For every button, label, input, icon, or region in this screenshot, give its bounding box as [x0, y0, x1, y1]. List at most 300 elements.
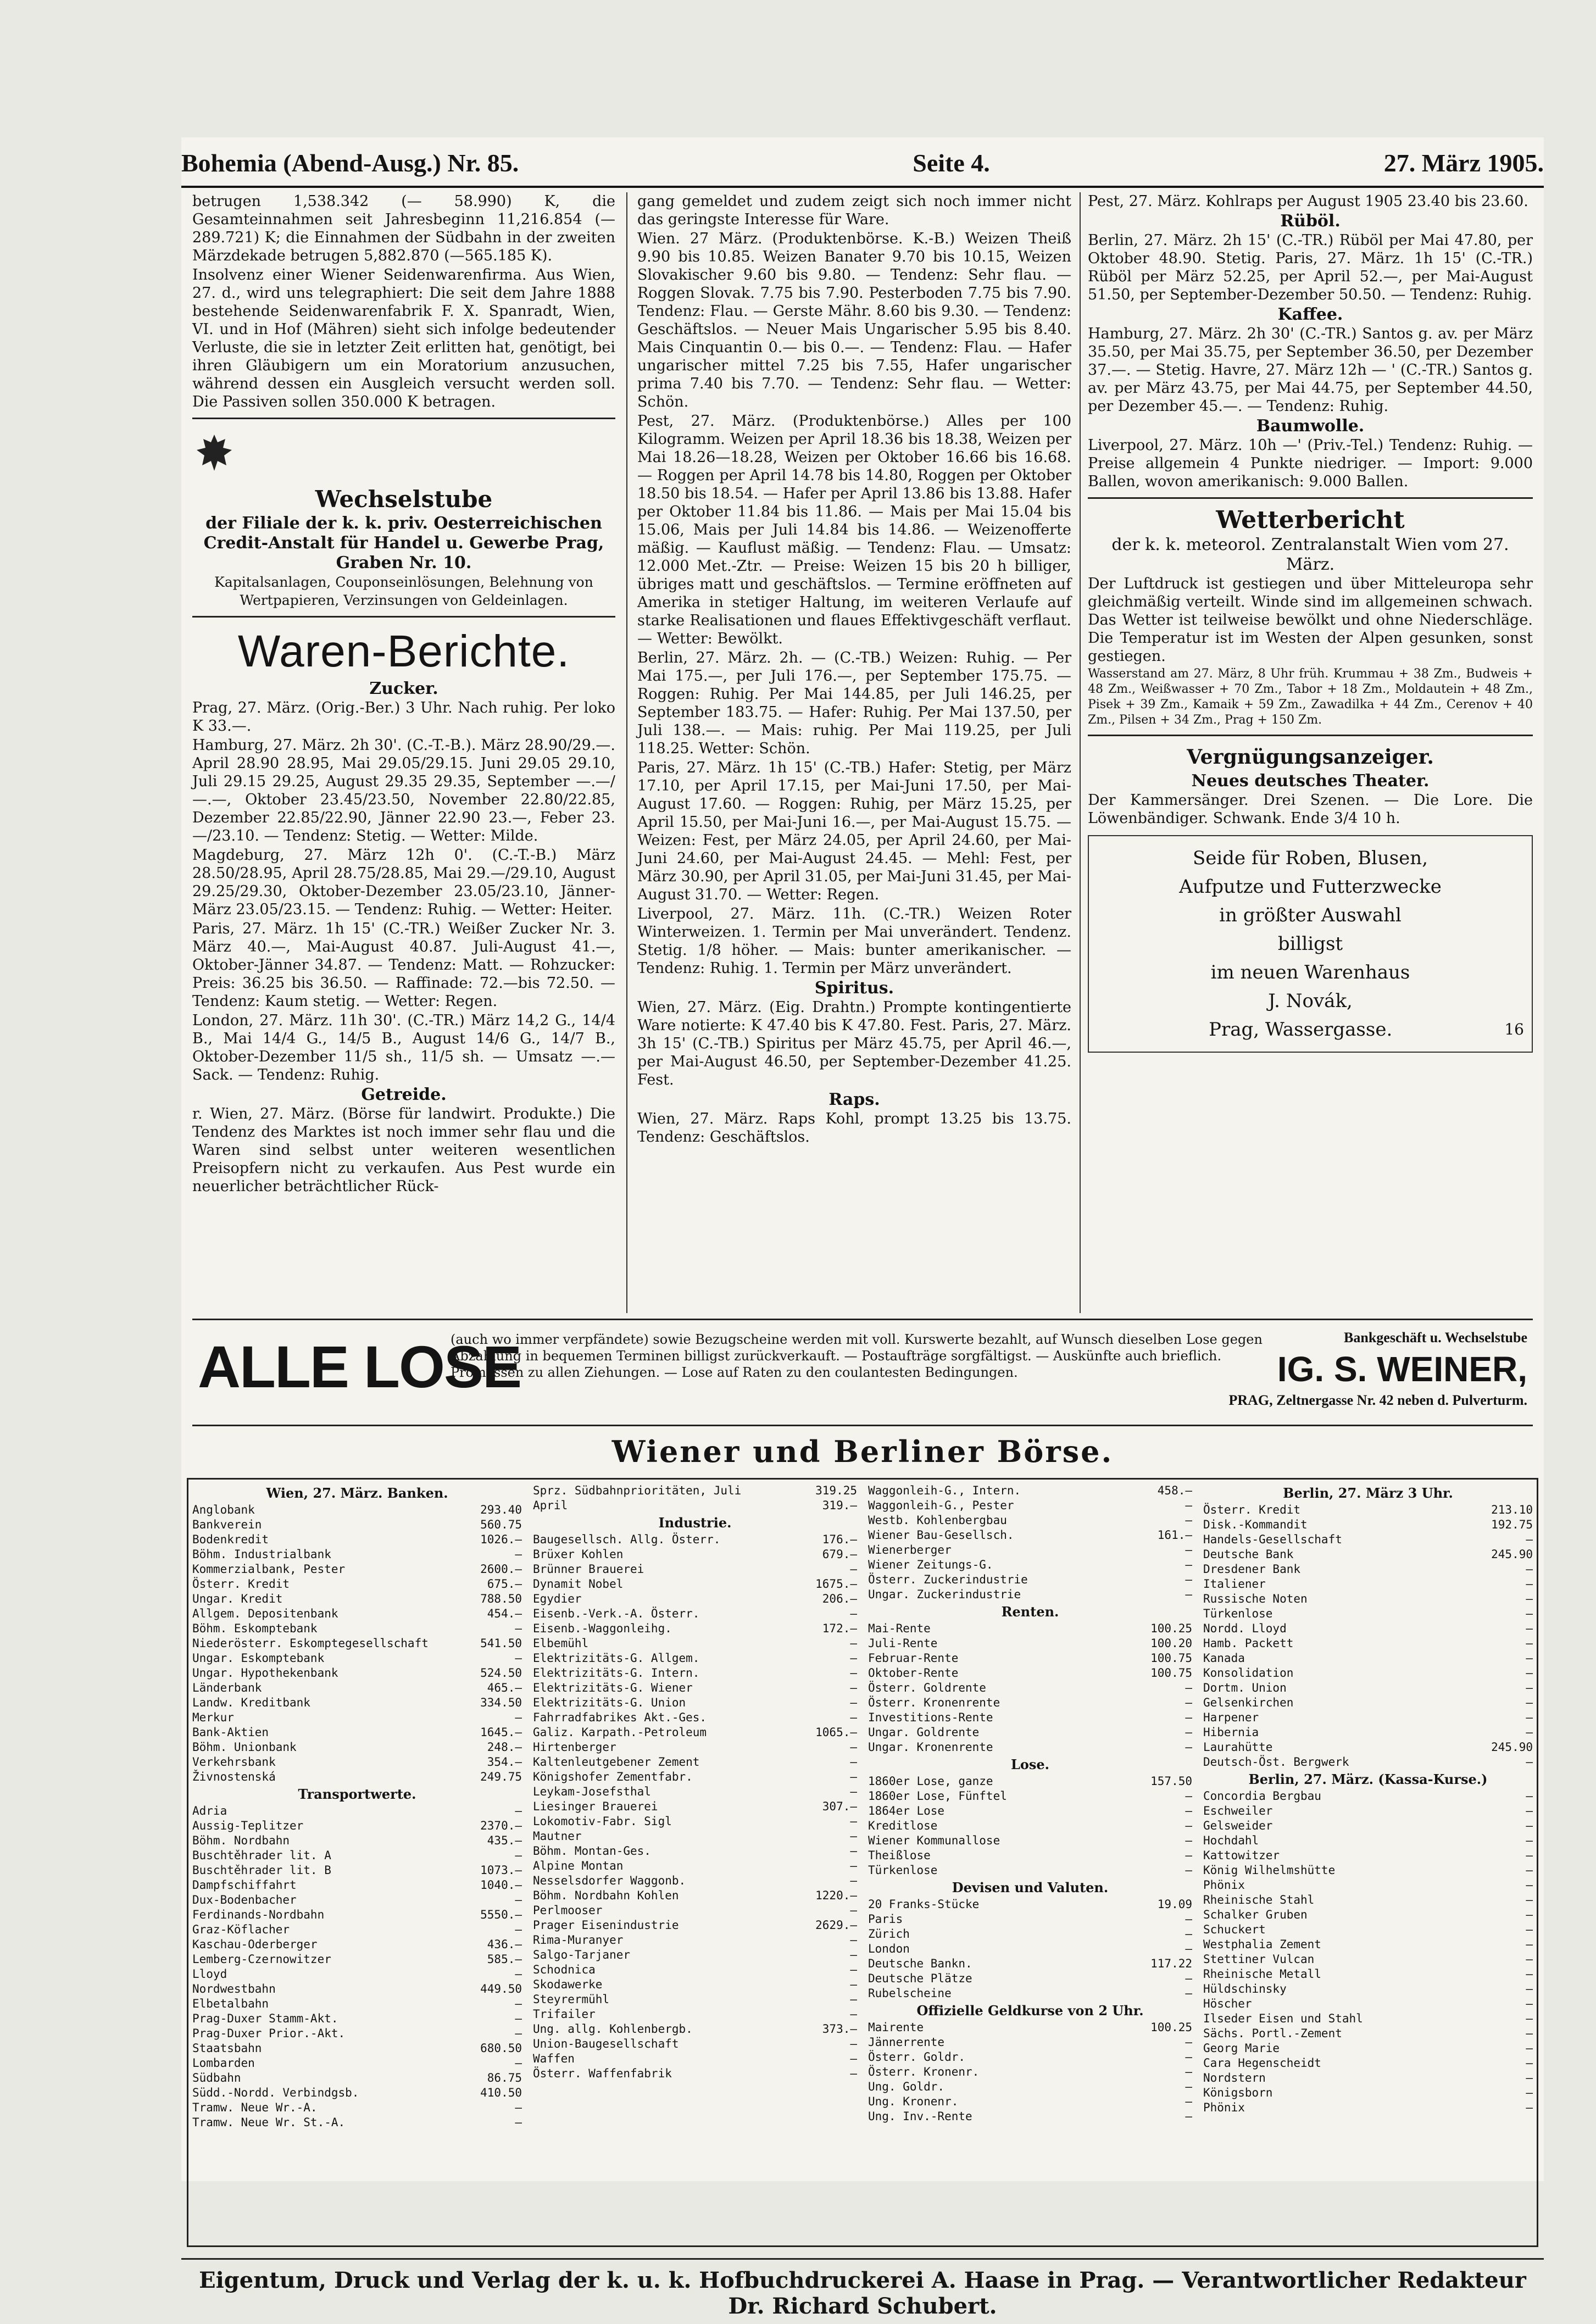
boerse-row	[1203, 1636, 1533, 1651]
security-name: Kanada	[1203, 1652, 1245, 1665]
boerse-row	[192, 2011, 522, 2026]
security-name: Westb. Kohlenbergbau	[868, 1514, 1007, 1527]
security-name: Böhm. Nordbahn	[192, 1834, 290, 1847]
security-name: Allgem. Depositenbank	[192, 1607, 338, 1620]
boerse-row	[533, 1844, 857, 1859]
security-name: Trifailer	[533, 2008, 596, 2021]
security-name: Prag-Duxer Prior.-Akt.	[192, 2027, 346, 2040]
lottery-ad-text: (auch wo immer verpfändete) sowie Bezugscheine werden mit voll. Kurswerte bezahlt, auf Wunsch dieselben Lose gegen Abzahlung in bequemen Terminen billigst zurückverkauft. — Postaufträge sorgfältigst. — Auskünfte auch brieflich. Promessen zu allen Ziehungen. — Lose auf Raten zu den coulantesten Bedingungen.	[451, 1332, 1263, 1380]
security-price: 157.50	[1150, 1775, 1192, 1788]
security-price: 1220.—	[815, 1889, 857, 1902]
security-price: 100.25	[1150, 1622, 1192, 1635]
boerse-section-heading: Berlin, 27. März 3 Uhr.	[1283, 1485, 1453, 1501]
boerse-row	[1203, 2100, 1533, 2115]
boerse-column-4	[1203, 1483, 1533, 2253]
boerse-row	[1203, 1952, 1533, 1967]
weiner-address: PRAG, Zeltnergasse Nr. 42 neben d. Pulverturm.	[1228, 1392, 1527, 1408]
boerse-row	[868, 2065, 1192, 2080]
boerse-row	[192, 1967, 522, 1982]
security-name: Schuckert	[1203, 1923, 1266, 1936]
boerse-section-heading: Offizielle Geldkurse von 2 Uhr.	[916, 2003, 1144, 2019]
boerse-row	[192, 2115, 522, 2130]
security-price: —	[1526, 1997, 1533, 2010]
boerse-row	[868, 2035, 1192, 2050]
boerse-row	[192, 1863, 522, 1878]
security-price: 458.—	[1157, 1484, 1192, 1497]
security-price: 172.—	[822, 1622, 857, 1635]
security-price: 100.25	[1150, 2021, 1192, 2034]
security-name: Disk.-Kommandit	[1203, 1518, 1308, 1531]
market-report: gang gemeldet und zudem zeigt sich noch immer nicht das geringste Interesse für Ware.	[637, 193, 1071, 228]
security-price: —	[850, 1993, 857, 2006]
boerse-row	[1203, 1922, 1533, 1937]
security-price: —	[515, 1711, 522, 1724]
boerse-row	[868, 1956, 1192, 1971]
ad-line: J. Novák,	[1268, 990, 1353, 1012]
boerse-row	[533, 1948, 857, 1962]
security-price: 100.75	[1150, 1666, 1192, 1680]
security-price: 680.50	[480, 2042, 522, 2055]
security-name: Waggonleih-G., Intern.	[868, 1484, 1021, 1497]
security-name: Eisenb.-Verk.-A. Österr.	[533, 1607, 700, 1620]
boerse-row	[1203, 1577, 1533, 1592]
security-name: Eschweiler	[1203, 1804, 1273, 1817]
security-name: Steyrermühl	[533, 1993, 610, 2006]
security-price: —	[1185, 1499, 1192, 1512]
security-price: 117.22	[1150, 1957, 1192, 1970]
security-price: —	[1526, 1953, 1533, 1966]
security-name: Mautner	[533, 1830, 582, 1843]
security-name: Baugesellsch. Allg. Österr.	[533, 1533, 721, 1546]
security-price: 249.75	[480, 1770, 522, 1783]
security-name: Wiener Zeitungs-G.	[868, 1558, 993, 1571]
boerse-row	[192, 1532, 522, 1547]
security-price: —	[1526, 1923, 1533, 1936]
page-header	[181, 148, 1544, 181]
security-price: —	[850, 1948, 857, 1961]
eagle-emblem-icon	[192, 431, 236, 475]
security-price: —	[1526, 1819, 1533, 1832]
security-price: —	[1526, 2042, 1533, 2055]
header-title: Bohemia (Abend-Ausg.) Nr. 85.	[181, 149, 519, 177]
boerse-row	[868, 2080, 1192, 2094]
security-price: 293.40	[480, 1503, 522, 1516]
security-price: —	[850, 2008, 857, 2021]
divider	[1088, 497, 1533, 499]
security-name: Konsolidation	[1203, 1666, 1294, 1680]
boerse-row	[192, 1562, 522, 1577]
security-name: König Wilhelmshütte	[1203, 1864, 1336, 1877]
boerse-row	[868, 1927, 1192, 1942]
boerse-row	[868, 1819, 1192, 1833]
security-price: —	[1526, 2101, 1533, 2114]
security-price: 5550.—	[480, 1908, 522, 1921]
boerse-row	[1203, 1651, 1533, 1666]
security-price: 585.—	[487, 1953, 522, 1966]
security-name: Sächs. Portl.-Zement	[1203, 2027, 1342, 2040]
security-name: Schalker Gruben	[1203, 1908, 1308, 1921]
security-name: Deutsche Plätze	[868, 1972, 972, 1985]
security-price: —	[515, 2101, 522, 2114]
security-price: —	[1185, 1834, 1192, 1847]
security-name: Kommerzialbank, Pester	[192, 1563, 346, 1576]
security-price: —	[1185, 1912, 1192, 1926]
boerse-row	[192, 1577, 522, 1592]
boerse-row	[533, 1873, 857, 1888]
security-price: —	[515, 1997, 522, 2010]
security-price: —	[1526, 1637, 1533, 1650]
security-name: Ungar. Kredit	[192, 1592, 283, 1605]
security-name: Südd.-Nordd. Verbindgsb.	[192, 2086, 359, 2099]
security-price: 1026.—	[480, 1533, 522, 1546]
security-price: —	[1185, 2080, 1192, 2093]
boerse-row	[533, 1651, 857, 1666]
boerse-section-heading: Lose.	[1010, 1756, 1050, 1772]
security-name: Skodawerke	[533, 1978, 603, 1991]
security-price: —	[1185, 1864, 1192, 1877]
security-name: Österr. Kredit	[192, 1577, 290, 1591]
boerse-row	[1203, 1740, 1533, 1755]
boerse-row	[533, 1784, 857, 1799]
getreide-report: r. Wien, 27. März. (Börse für landwirt. Produkte.) Die Tendenz des Marktes ist noch immer sehr flau und die Waren sind selbst unter weiteren wesentlichen Preisopfern nicht zu verkaufen. Aus Pest wurde ein neuerlicher beträchtlicher Rück-	[192, 1105, 615, 1195]
ad-number: 16	[1504, 1020, 1524, 1038]
security-price: —	[1185, 1711, 1192, 1724]
security-name: Brünner Brauerei	[533, 1563, 644, 1576]
security-price: 100.75	[1150, 1652, 1192, 1665]
rueboel-heading: Rüböl.	[1280, 212, 1341, 231]
security-name: Laurahütte	[1203, 1741, 1273, 1754]
security-price: 373.—	[822, 2022, 857, 2036]
security-price: 248.—	[487, 1741, 522, 1754]
security-price: 334.50	[480, 1696, 522, 1709]
security-price: —	[515, 2056, 522, 2070]
boerse-row	[192, 2071, 522, 2086]
boerse-row	[1203, 1819, 1533, 1833]
security-name: Wienerberger	[868, 1543, 952, 1556]
security-price: 2629.—	[815, 1919, 857, 1932]
boerse-row	[1203, 2086, 1533, 2100]
security-name: Deutsch-Öst. Bergwerk	[1203, 1755, 1349, 1769]
security-name: Mairente	[868, 2021, 924, 2034]
boerse-section-heading: Industrie.	[658, 1515, 732, 1531]
security-price: —	[1526, 1726, 1533, 1739]
security-name: Königshofer Zementfabr.	[533, 1770, 693, 1783]
boerse-row	[192, 1547, 522, 1562]
spiritus-heading: Spiritus.	[814, 978, 894, 998]
boerse-row	[533, 1933, 857, 1948]
boerse-row	[1203, 1997, 1533, 2011]
security-name: Kaltenleutgebener Zement	[533, 1755, 700, 1769]
security-price: —	[515, 2012, 522, 2025]
security-price: —	[1526, 1592, 1533, 1605]
market-report: Liverpool, 27. März. 11h. (C.-TR.) Weizen Roter Winterweizen. 1. Termin per Mai unverändert. Tendenz. Stetig. 1/8 höher. — Mais: bunter amerikanischer. — Tendenz: Ruhig. 1. Termin per März unverändert.	[637, 905, 1071, 977]
security-price: 449.50	[480, 1982, 522, 1995]
security-price: 436.—	[487, 1938, 522, 1951]
security-name: Ung. allg. Kohlenbergb.	[533, 2022, 693, 2036]
security-price: —	[850, 1637, 857, 1650]
security-price: 319.25	[815, 1484, 857, 1497]
boerse-row	[192, 1621, 522, 1636]
security-name: Ung. Kronenr.	[868, 2095, 959, 2108]
security-name: Österr. Kronenrente	[868, 1696, 1000, 1709]
boerse-row	[533, 1681, 857, 1695]
boerse-row	[192, 1952, 522, 1967]
security-name: Fahrradfabrikes Akt.-Ges.	[533, 1711, 707, 1724]
boerse-row	[1203, 1710, 1533, 1725]
security-name: Hamb. Packett	[1203, 1637, 1294, 1650]
security-price: —	[515, 2027, 522, 2040]
boerse-row	[868, 1725, 1192, 1740]
security-price: 307.—	[822, 1800, 857, 1813]
boerse-row	[868, 1587, 1192, 1602]
security-price: —	[1526, 1681, 1533, 1694]
security-name: Böhm. Montan-Ges.	[533, 1844, 651, 1858]
newspaper-page	[181, 137, 1544, 2319]
security-price: —	[1185, 1987, 1192, 2000]
security-name: Elektrizitäts-G. Wiener	[533, 1681, 693, 1694]
boerse-row	[868, 2109, 1192, 2124]
security-name: Italiener	[1203, 1577, 1266, 1591]
security-name: Hirtenberger	[533, 1741, 616, 1754]
security-name: Elbemühl	[533, 1637, 589, 1650]
security-name: Österr. Kredit	[1203, 1503, 1301, 1516]
security-name: Tramw. Neue Wr. St.-A.	[192, 2116, 346, 2129]
security-name: Ilseder Eisen und Stahl	[1203, 2012, 1363, 2025]
security-name: Bank-Aktien	[192, 1726, 269, 1739]
boerse-title: Wiener und Berliner Börse.	[611, 1434, 1114, 1469]
security-price: —	[1185, 1726, 1192, 1739]
boerse-row	[868, 1774, 1192, 1789]
boerse-row	[192, 1517, 522, 1532]
security-name: Živnostenská	[192, 1770, 276, 1783]
security-price: —	[1185, 1942, 1192, 1955]
imprint-footer: Eigentum, Druck und Verlag der k. u. k. Hofbuchdruckerei A. Haase in Prag. — Verantwortlicher Redakteur Dr. Richard Schubert.	[181, 2258, 1544, 2319]
market-report: Pest, 27. März. (Produktenbörse.) Alles per 100 Kilogramm. Weizen per April 18.36 bis 18.38, Weizen per Mai 18.26—18.28, Weizen per Oktober 16.66 bis 16.68. — Roggen per April 14.78 bis 14.80, Roggen per Oktober 18.50 bis 18.54. — Hafer per April 13.86 bis 13.88. Hafer per Oktober 11.84 bis 11.86. — Mais per Mai 15.04 bis 15.06, Mais per Juli 14.84 bis 14.86. — Weizenofferte mäßig. — Kauflust mäßig. — Tendenz: Flau. — Umsatz: 12.000 Met.-Ztr. — Preise: Weizen 15 bis 20 h billiger, übriges matt und geschäftslos. — Termine eröffneten auf Amerika in stetiger Haltung, im weiteren Verlaufe auf starke Realisationen und flaues Effektivgeschäft verflaut. — Wetter: Bewölkt.	[637, 413, 1071, 647]
boerse-row	[533, 1888, 857, 1903]
baumwolle-heading: Baumwolle.	[1256, 416, 1365, 436]
security-price: —	[1526, 1755, 1533, 1769]
security-name: Waggonleih-G., Pester	[868, 1499, 1014, 1512]
alle-lose-heading: ALLE LOSE	[198, 1333, 521, 1400]
boerse-row	[868, 1863, 1192, 1878]
boerse-row	[533, 1770, 857, 1784]
boerse-row	[868, 1833, 1192, 1848]
market-report: Paris, 27. März. 1h 15' (C.-TB.) Hafer: Stetig, per März 17.10, per April 17.15, per Mai-Juni 17.50, per Mai-August 17.60. — Roggen: Ruhig, per März 15.25, per April 15.50, per Mai-Juni 16.—, per Mai-August 15.75. — Weizen: Fest, per März 24.05, per April 24.60, per Mai-Juni 24.60, per Mai-August 24.45. — Mehl: Fest, per März 30.90, per April 31.05, per Mai-Juni 31.45, per Mai-August 31.70. — Wetter: Regen.	[637, 759, 1071, 903]
boerse-row	[868, 1621, 1192, 1636]
security-name: Aussig-Teplitzer	[192, 1819, 304, 1832]
security-price: 788.50	[480, 1592, 522, 1605]
security-name: Buschtěhrader lit. A	[192, 1849, 331, 1862]
security-name: Lloyd	[192, 1967, 227, 1981]
security-price: —	[1526, 2071, 1533, 2084]
security-price: —	[515, 1967, 522, 1981]
rueboel-report: Berlin, 27. März. 2h 15' (C.-TR.) Rüböl per Mai 47.80, per Oktober 48.90. Stetig. Paris, 27. März. 1h 15' (C.-TR.) Rüböl per März 52.25, per April 52.—, per Mai-August 51.50, per September-Dezember 50.50. — Tendenz: Ruhig.	[1088, 232, 1533, 303]
kaffee-heading: Kaffee.	[1277, 305, 1343, 324]
boerse-row	[868, 1651, 1192, 1666]
security-price: 410.50	[480, 2086, 522, 2099]
boerse-row	[533, 1666, 857, 1681]
security-price: —	[1526, 1711, 1533, 1724]
boerse-row	[868, 1572, 1192, 1587]
security-name: Stettiner Vulcan	[1203, 1953, 1315, 1966]
boerse-row	[868, 1513, 1192, 1528]
boerse-row	[192, 1503, 522, 1517]
security-name: Dresdener Bank	[1203, 1563, 1301, 1576]
security-price: —	[850, 1563, 857, 1576]
security-price: 2370.—	[480, 1819, 522, 1832]
security-price: —	[515, 2116, 522, 2129]
boerse-row	[192, 2041, 522, 2056]
boerse-row	[1203, 2056, 1533, 2071]
security-price: —	[1185, 2095, 1192, 2108]
boerse-row	[192, 2026, 522, 2041]
boerse-row	[192, 1893, 522, 1908]
security-name: Sprz. Südbahnprioritäten, Juli	[533, 1484, 742, 1497]
security-name: Österr. Goldr.	[868, 2050, 966, 2064]
boerse-row	[533, 1498, 857, 1513]
boerse-row	[533, 1799, 857, 1814]
security-price: 176.—	[822, 1533, 857, 1546]
security-price: —	[1526, 1938, 1533, 1951]
spiritus-report: Wien, 27. März. (Eig. Drahtn.) Prompte kontingentierte Ware notierte: K 47.40 bis K 47.80. Fest. Paris, 27. März. 3h 15' (C.-TB.) Spiritus per März 45.75, per April 46.—, per Mai-August 46.50, per September-Dezember 41.25. Fest.	[637, 999, 1071, 1088]
security-price: —	[1526, 1563, 1533, 1576]
security-price: —	[1185, 1696, 1192, 1709]
boerse-row	[533, 1903, 857, 1918]
boerse-row	[533, 1621, 857, 1636]
security-price: —	[1185, 1514, 1192, 1527]
vergnuegungsanzeiger-title: Vergnügungsanzeiger.	[1187, 746, 1434, 769]
security-price: —	[850, 1963, 857, 1976]
security-price: 354.—	[487, 1755, 522, 1769]
security-name: Ungar. Eskomptebank	[192, 1652, 325, 1665]
column-3	[1088, 192, 1533, 1313]
security-name: Nordwestbahn	[192, 1982, 276, 1995]
security-price: —	[1526, 1967, 1533, 1981]
boerse-row	[1203, 1532, 1533, 1547]
boerse-column-2	[533, 1483, 857, 2253]
security-price: 2600.—	[480, 1563, 522, 1576]
boerse-row	[533, 2007, 857, 2022]
security-name: Österr. Goldrente	[868, 1681, 986, 1694]
security-price: 245.90	[1491, 1548, 1533, 1561]
boerse-row	[868, 1942, 1192, 1956]
security-price: 161.—	[1157, 1528, 1192, 1542]
security-name: Böhm. Eskomptebank	[192, 1622, 318, 1635]
security-price: —	[515, 1548, 522, 1561]
boerse-row	[1203, 1517, 1533, 1532]
security-price: —	[1526, 2086, 1533, 2099]
security-name: Ung. Goldr.	[868, 2080, 945, 2093]
security-price: —	[850, 1770, 857, 1783]
boerse-row	[192, 1982, 522, 1997]
security-price: —	[1526, 1864, 1533, 1877]
boerse-column-3	[868, 1483, 1192, 2253]
security-name: Nordd. Lloyd	[1203, 1622, 1287, 1635]
boerse-row	[192, 1606, 522, 1621]
security-name: Concordia Bergbau	[1203, 1789, 1321, 1803]
ad-line: im neuen Warenhaus	[1210, 961, 1410, 983]
security-name: Februar-Rente	[868, 1652, 959, 1665]
security-name: Juli-Rente	[868, 1637, 938, 1650]
security-name: Ung. Inv.-Rente	[868, 2110, 972, 2123]
security-name: Lombarden	[192, 2056, 255, 2070]
security-name: Deutsche Bank	[1203, 1548, 1294, 1561]
security-name: Österr. Kronenr.	[868, 2065, 980, 2078]
lottery-advertisement	[192, 1319, 1533, 1426]
security-price: —	[1526, 1577, 1533, 1591]
intro-paragraph: betrugen 1,538.342 (— 58.990) K, die Gesamteinnahmen seit Jahresbeginn 11,216.854 (—289.721) K; die Einnahmen der Südbahn in der zweiten Märzdekade betrugen 5,882.870 (—565.185 K).	[192, 193, 615, 264]
security-price: —	[515, 1652, 522, 1665]
boerse-row	[868, 1636, 1192, 1651]
security-name: Dux-Bodenbacher	[192, 1893, 297, 1906]
security-price: —	[850, 1978, 857, 1991]
security-price: —	[1526, 1607, 1533, 1620]
boerse-row	[868, 1498, 1192, 1513]
weiner-name: IG. S. WEINER,	[1277, 1349, 1527, 1389]
security-name: Dynamit Nobel	[533, 1577, 624, 1591]
boerse-row	[1203, 1681, 1533, 1695]
boerse-row	[533, 1829, 857, 1844]
security-price: —	[1526, 1982, 1533, 1995]
boerse-row	[192, 1636, 522, 1651]
boerse-row	[533, 1547, 857, 1562]
boerse-row	[192, 2100, 522, 2115]
security-name: Paris	[868, 1912, 903, 1926]
boerse-row	[533, 1695, 857, 1710]
security-price: —	[850, 1711, 857, 1724]
security-price: —	[1526, 1666, 1533, 1680]
security-name: London	[868, 1942, 910, 1955]
boerse-row	[533, 1636, 857, 1651]
security-name: Handels-Gesellschaft	[1203, 1533, 1342, 1546]
security-name: Länderbank	[192, 1681, 262, 1694]
security-price: —	[515, 1893, 522, 1906]
boerse-row	[192, 1651, 522, 1666]
security-name: Türkenlose	[868, 1864, 938, 1877]
boerse-row	[192, 1770, 522, 1784]
security-price: —	[1185, 1573, 1192, 1586]
kohlraps-report: Pest, 27. März. Kohlraps per August 1905 23.40 bis 23.60.	[1088, 193, 1528, 210]
security-name: Ungar. Zuckerindustrie	[868, 1588, 1021, 1601]
boerse-row	[533, 1992, 857, 2007]
boerse-row	[1203, 2041, 1533, 2056]
boerse-row	[868, 1740, 1192, 1755]
security-price: 524.50	[480, 1666, 522, 1680]
boerse-row	[1203, 2071, 1533, 2086]
security-price: —	[850, 1844, 857, 1858]
boerse-row	[1203, 1666, 1533, 1681]
security-price: 435.—	[487, 1834, 522, 1847]
security-price: —	[1526, 1622, 1533, 1635]
silk-advertisement	[1088, 835, 1533, 1053]
boerse-row	[533, 2051, 857, 2066]
security-price: —	[1185, 1741, 1192, 1754]
security-price: —	[515, 1923, 522, 1936]
boerse-section-heading: Transportwerte.	[298, 1786, 416, 1802]
boerse-row	[1203, 1804, 1533, 1819]
boerse-row	[1203, 1562, 1533, 1577]
security-price: 19.09	[1157, 1898, 1192, 1911]
market-report: Berlin, 27. März. 2h. — (C.-TB.) Weizen: Ruhig. — Per Mai 175.—, per Juli 176.—, per September 175.75. — Roggen: Ruhig. Per Mai 144.85, per Juli 146.25, per September 183.75. — Hafer: Ruhig. Per Mai 137.50, per Juli 138.—. — Mais: ruhig. Per Mai 119.25, per Juli 118.25. Wetter: Schön.	[637, 649, 1071, 757]
security-name: Perlmooser	[533, 1904, 603, 1917]
boerse-row	[192, 2086, 522, 2100]
security-price: 541.50	[480, 1637, 522, 1650]
boerse-section-heading: Berlin, 27. März. (Kassa-Kurse.)	[1248, 1771, 1488, 1787]
security-price: —	[1185, 1972, 1192, 1985]
security-name: Russische Noten	[1203, 1592, 1308, 1605]
column-2	[637, 192, 1071, 1313]
security-price: —	[850, 1755, 857, 1769]
